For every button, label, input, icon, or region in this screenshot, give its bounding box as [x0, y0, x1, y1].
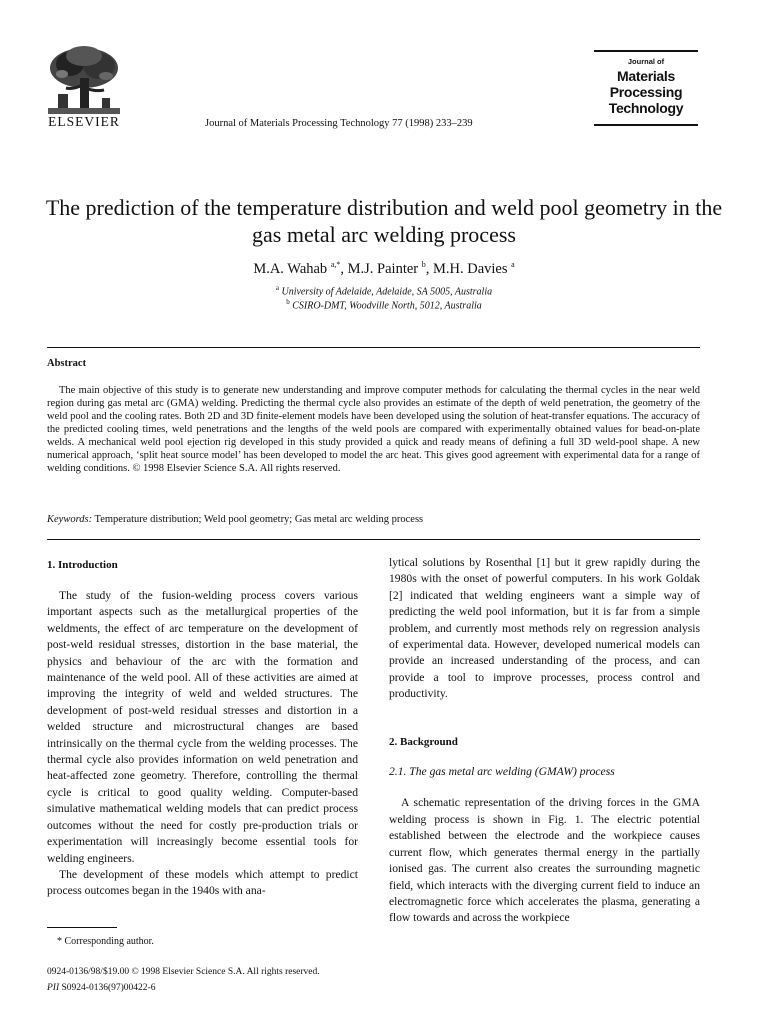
affiliation-mark: b: [286, 298, 290, 306]
abstract-divider: [47, 539, 700, 540]
pii-line: [47, 983, 155, 993]
pii-value: S0924-0136(97)00422-6: [61, 983, 156, 993]
author-name: M.J. Painter: [347, 260, 419, 277]
journal-citation: Journal of Materials Processing Technology 77 (1998) 233–239: [205, 118, 473, 129]
affiliation-text: University of Adelaide, Adelaide, SA 5005, Australia: [281, 286, 493, 298]
affiliation-text: CSIRO-DMT, Woodville North, 5012, Australia: [292, 300, 482, 312]
masthead-line: Processing: [609, 84, 683, 100]
corresponding-author-footnote: * Corresponding author.: [57, 936, 154, 947]
publisher-name: ELSEVIER: [48, 114, 120, 129]
section-heading-background: 2. Background: [389, 735, 458, 748]
intro-paragraph-2: The development of these models which attempt to predict process outcomes began in the 1940s with ana-: [47, 867, 358, 898]
intro-paragraph-1: The study of the fusion-welding process covers various important aspects such as the metallurgical properties of the weldments, the effect of arc temperature on the development of post-weld residual stresses, distortion in the base material, the physics and behaviour of the arc with the formation and maintenance of the weld pool. All of these activities are aimed at improving the integrity of weld and welded structures. The development of post-weld residual stresses and distortion in a welded structure and microstructural changes are based intrinsically on the thermal cycle from the welding processes. The thermal cycle also provides information on weld penetration and heat-affected zone geometry. Therefore, controlling the thermal cycle is critical to good quality welding. Computer-based simulative mathematical welding models that can predict process outcomes without the need for costly pre-production trials or experimentation will increasingly become essential tools for welding engineers.: [47, 589, 358, 865]
left-column: [47, 588, 358, 900]
subsection-heading-gmaw: 2.1. The gas metal arc welding (GMAW) process: [389, 765, 615, 779]
masthead-line: Materials: [617, 68, 675, 84]
abstract-heading: Abstract: [47, 358, 87, 369]
keywords-line: [47, 514, 423, 525]
author-list: M.A. Wahab $^{a,*}$, M.J. Painter $^b$, M.H. Davies $^a$: [253, 260, 515, 277]
author-name: M.A. Wahab: [253, 260, 328, 277]
right-column: [389, 555, 700, 927]
issn-copyright-line: 0924-0136/98/$19.00 © 1998 Elsevier Science S.A. All rights reserved.: [47, 967, 320, 977]
intro-paragraph-2-continued: lytical solutions by Rosenthal [1] but it grew rapidly during the 1980s with the onset of powerful computers. In his work Goldak [2] indicated that welding engineers want a simple way of predicting the weld pool information, but it is far from a simple problem, and currently most methods rely on regression analysis of experimental data. However, developed numerical models can provide an increased understanding of the process, and can provide a tool to improve processes, process control and productivity.: [389, 556, 700, 701]
author-affiliation-mark: a,*: [330, 260, 341, 269]
top-divider: [47, 347, 700, 348]
tree-icon: [44, 44, 124, 116]
abstract-text: The main objective of this study is to generate new understanding and improve computer methods for calculating the thermal cycles in the near weld region during gas metal arc (GMA) welding. Predicting the thermal cycle also provides an estimate of the depth of weld penetration, the geometry of the weld pool and the cooling rates. Both 2D and 3D finite-element models have been developed using the solution of heat-transfer equations. The accuracy of the predicted cooling times, weld penetrations and the lengths of the weld pools are compared with experimentally obtained values for bead-on-plate welds. A mechanical weld pool ejection rig developed in this study provided a quick and ready means of defining a full 3D weld-pool shape. A new numerical approach, ‘split heat source model’ has been developed to model the arc heat. This gives good agreement with experimental data for a range of welding conditions. © 1998 Elsevier Science S.A. All rights reserved.: [47, 385, 700, 474]
background-paragraph-1: A schematic representation of the driving forces in the GMA welding process is shown in Fig. 1. The electric potential established between the electrode and the workpiece causes current flow, which generates thermal energy in the partially ionised gas. The current also creates the surrounding magnetic field, which interacts with the diverging current field to induce an electromagnetic force which accelerates the plasma, generating a flow towards and across the workpiece: [389, 796, 700, 925]
author-affiliation-mark: a: [511, 260, 515, 269]
author-name: M.H. Davies: [432, 260, 508, 277]
affiliation-mark: a: [275, 284, 279, 292]
masthead-line: Technology: [608, 100, 684, 116]
keywords-label: Keywords:: [47, 514, 93, 525]
intro-heading-wrap: [47, 557, 358, 573]
section-heading-introduction: 1. Introduction: [47, 559, 118, 571]
affiliation: [40, 284, 728, 297]
article-title: The prediction of the temperature distribution and weld pool geometry in the gas metal arc welding process: [45, 195, 723, 247]
footnote-rule: [47, 927, 117, 928]
journal-masthead-title: [594, 68, 698, 116]
affiliation: [40, 298, 728, 311]
journal-masthead-top: Journal of: [627, 57, 665, 66]
keywords-text: Temperature distribution; Weld pool geometry; Gas metal arc welding process: [94, 514, 424, 525]
author-affiliation-mark: b: [421, 260, 426, 269]
pii-label: PII: [47, 983, 60, 993]
